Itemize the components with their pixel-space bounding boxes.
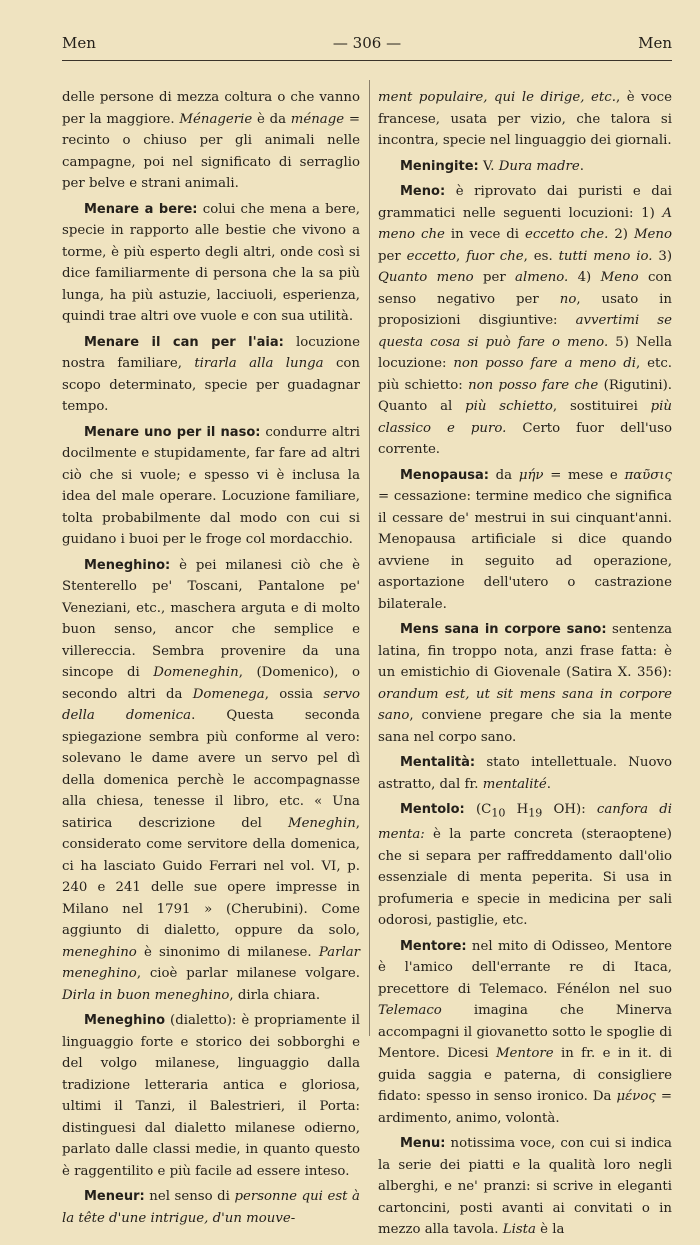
- dictionary-entry: [378, 619, 672, 748]
- header-right-word: Men: [638, 34, 672, 52]
- dictionary-entry: [62, 87, 360, 195]
- right-column: [378, 87, 672, 1245]
- entry-text: (dialetto): è propriamente il linguaggio forte e storico dei sobborghi e del volgo milanese, linguaggio dalla tradizione letteraria antica e gloriosa, ultimi il Tanzi, il Balestrieri, il Porta: distinguesi dal dialetto milanese odierno, parlato dalle classi medie, in quanto questo è raggentilito e più facile ad essere inteso.: [62, 1013, 360, 1179]
- dictionary-entry: [378, 181, 672, 461]
- entry-text: ($C_{10}$ $H_{19}$ OH): canfora di menta: è la parte concreta (steraoptene) che si separa per raffreddamento dall'olio essenziale di menta peperita. Si usa in profumeria e specie in medicina per sali odorosi, pastiglie, etc.: [378, 802, 672, 929]
- dictionary-entry: [62, 332, 360, 418]
- entry-headword: Meneghino:: [84, 557, 171, 573]
- dictionary-entry: [378, 87, 672, 152]
- entry-headword: Meneghino: [84, 1013, 166, 1028]
- entry-headword: Menare a bere:: [84, 201, 198, 217]
- entry-text: da μήν = mese e παῦσις = cessazione: termine medico che significa il cessare de' mestrui in sui cinquant'anni. Menopausa artificiale si dice quando avviene in seguito ad operazione, asportazione dell'utero o castrazione bilaterale.: [378, 467, 672, 612]
- entry-text: è riprovato dai puristi e dai grammatici nelle seguenti locuzioni: 1) A meno che in vece di eccetto che. 2) Meno per eccetto, fuor che, es. tutti meno io. 3) Quanto meno per almeno. 4) Meno con senso negativo per no, usato in proposizioni disgiuntive: avvertimi se questa cosa si può fare o meno. 5) Nella locuzione: non posso fare a meno di, etc. più schietto: non posso fare che (Rigutini). Quanto al più schietto, sostituirei più classico e puro. Certo fuor dell'uso corrente.: [378, 184, 673, 457]
- entry-headword: Mens sana in corpore sano:: [400, 622, 607, 637]
- entry-text: delle persone di mezza coltura o che vanno per la maggiore. Ménagerie è da ménage = recinto o chiuso per gli animali nelle campagne, poi nel significato di serraglio per belve e strani animali.: [62, 90, 360, 191]
- entry-text: locuzione nostra familiare, tirarla alla lunga con scopo determinato, specie per guadagnar tempo.: [62, 334, 360, 414]
- entry-text: V. Dura madre.: [478, 158, 584, 174]
- entry-headword: Menu:: [400, 1136, 446, 1152]
- entry-headword: Meningite:: [400, 158, 479, 174]
- entry-headword: Meneur:: [84, 1189, 145, 1204]
- dictionary-entry: [62, 1186, 360, 1229]
- page-number: — 306 —: [332, 34, 402, 52]
- header-left-word: Men: [62, 34, 96, 52]
- entry-text: è pei milanesi ciò che è Stenterello pe' Toscani, Pantalone pe' Veneziani, etc., maschera arguta e di molto buon senso, ancor che semplice e villereccia. Sembra provenire da una sincope di Domeneghin, (Domenico), o secondo altri da Domenega, ossia servo della domenica. Questa seconda spiegazione sembra più conforme al vero: solevano le dame avere un servo pel dì della domenica perchè le accompagnasse alla chiesa, tenesse il libro, etc. « Una satirica descrizione del Meneghin, considerato come servitore della domenica, ci ha lasciato Guido Ferrari nel vol. VI, p. 240 e 241 delle sue opere impresse in Milano nel 1791 » (Cherubini). Come aggiunto di dialetto, oppure da solo, meneghino è sinonimo di milanese. Parlar meneghino, cioè parlar milanese volgare. Dirla in buon meneghino, dirla chiara.: [62, 557, 360, 1003]
- dictionary-entry: [378, 799, 672, 932]
- entry-headword: Menare uno per il naso:: [84, 424, 261, 440]
- dictionary-entry: [62, 422, 360, 551]
- entry-text: sentenza latina, fin troppo nota, anzi frase fatta: è un emistichio di Giovenale (Satira X. 356): orandum est, ut sit mens sana in corpore sano, conviene pregare che sia la mente sana nel corpo sano.: [378, 622, 672, 745]
- entry-text: colui che mena a bere, specie in rapporto alle bestie che vivono a torme, è più esperto degli altri, onde così si dice familiarmente di persona che la sa più lunga, ha più astuzie, lacciuoli, esperienza, quindi trae altri ove vuole e con sua utilità.: [62, 201, 360, 324]
- dictionary-entry: [62, 1010, 360, 1182]
- dictionary-entry: [378, 1133, 672, 1241]
- entry-text: condurre altri docilmente e stupidamente, far fare ad altri ciò che si vuole; e spesso vi è inclusa la idea del male operare. Locuzione familiare, tolta probabilmente dal modo con cui si guidano i buoi per le froge col mordacchio.: [62, 424, 360, 547]
- entry-text: nel mito di Odisseo, Mentore è l'amico dell'errante re di Itaca, precettore di Telemaco. Fénélon nel suo Telemaco imagina che Minerva accompagni il giovanetto sotto le spoglie di Mentore. Dicesi Mentore in fr. e in it. di guida saggia e paterna, di consigliere fidato: spesso in senso ironico. Da μένος = ardimento, animo, volontà.: [378, 938, 673, 1126]
- entry-text: stato intellettuale. Nuovo astratto, dal fr. mentalité.: [378, 755, 672, 792]
- entry-headword: Menopausa:: [400, 467, 489, 483]
- entry-text: notissima voce, con cui si indica la serie dei piatti e la qualità loro negli alberghi, e ne' pranzi: si scrive in eleganti cartoncini, posti avanti ai convitati o in mezzo alla tavola. Lista è la: [378, 1136, 672, 1238]
- entry-headword: Mentalità:: [400, 755, 476, 770]
- dictionary-entry: [378, 156, 672, 178]
- column-divider: [369, 80, 370, 1036]
- page-header: [62, 34, 672, 54]
- entry-text: nel senso di personne qui est à la tête d'une intrigue, d'un mouve-: [62, 1189, 360, 1226]
- entry-text: ment populaire, qui le dirige, etc., è voce francese, usata per vizio, che talora si incontra, specie nel linguaggio dei giornali.: [378, 90, 672, 148]
- header-rule: [62, 60, 672, 61]
- left-column: [62, 87, 360, 1233]
- dictionary-entry: [62, 199, 360, 328]
- entry-headword: Meno:: [400, 184, 446, 199]
- entry-headword: Mentore:: [400, 938, 467, 954]
- dictionary-entry: [378, 465, 672, 616]
- entry-headword: Menare il can per l'aia:: [84, 334, 284, 350]
- dictionary-entry: [62, 555, 360, 1007]
- dictionary-entry: [378, 752, 672, 795]
- dictionary-entry: [378, 936, 672, 1130]
- entry-headword: Mentolo:: [400, 802, 465, 817]
